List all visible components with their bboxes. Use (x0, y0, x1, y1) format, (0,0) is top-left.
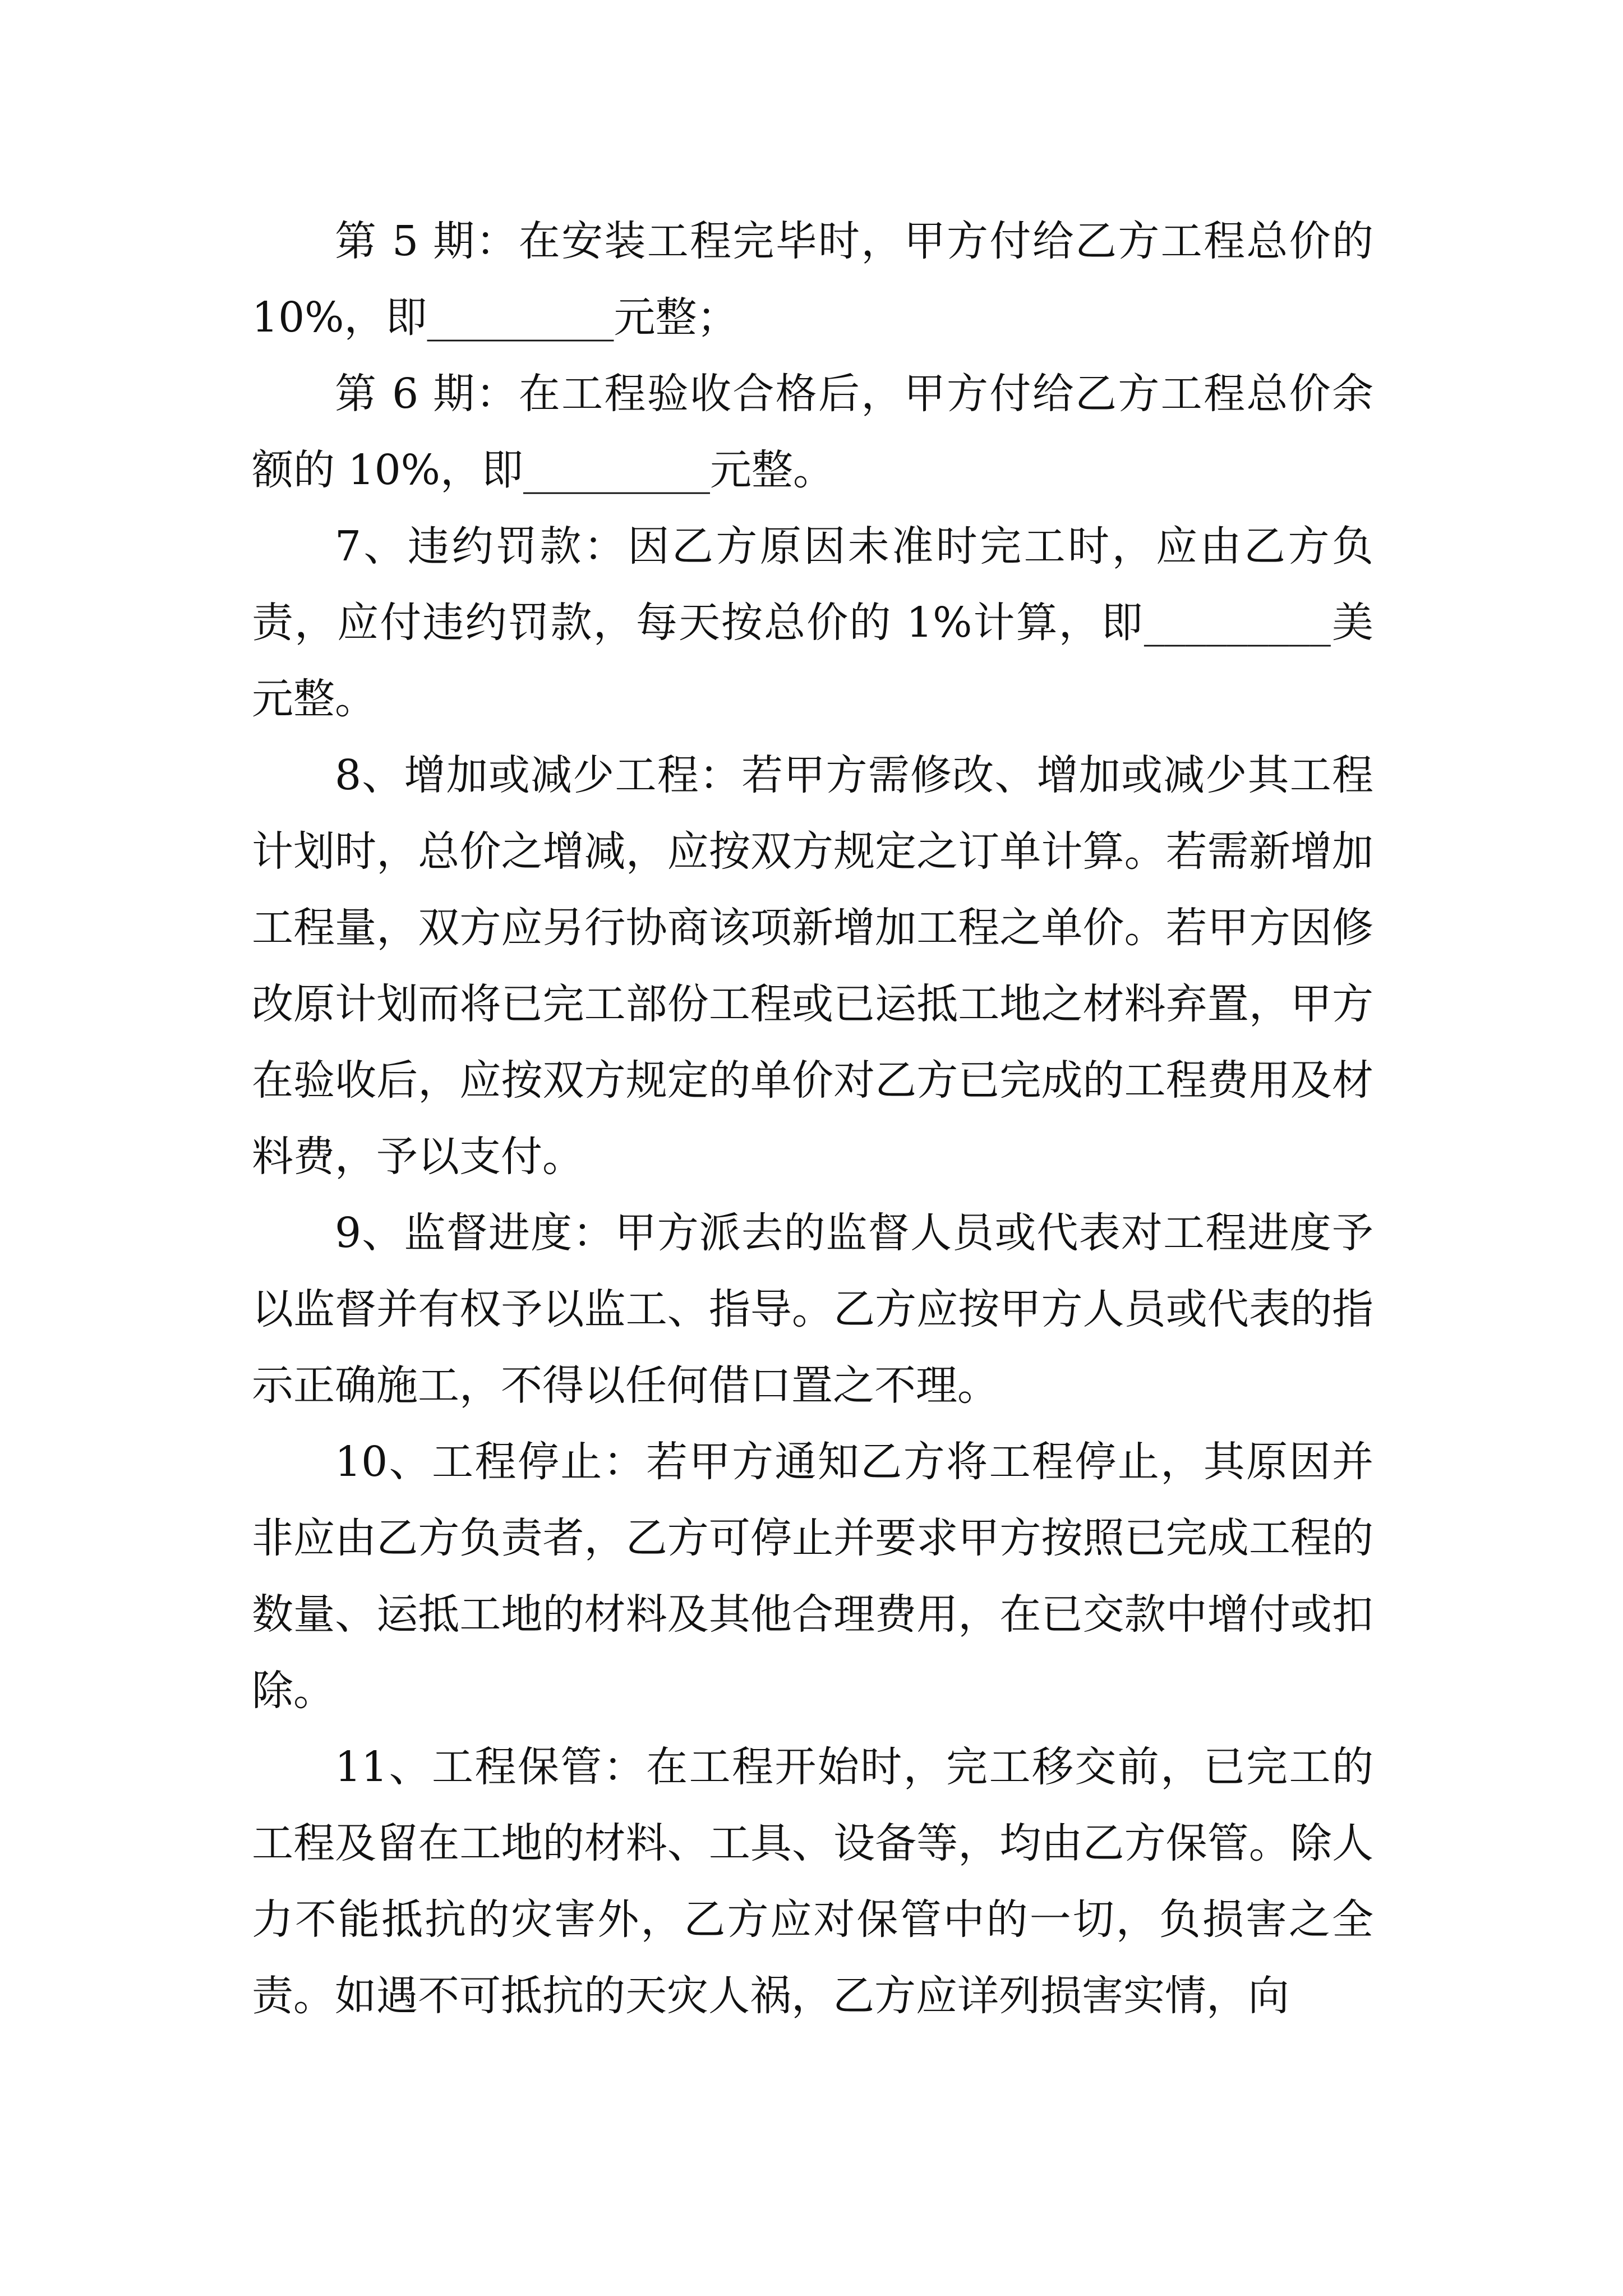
paragraph-penalty-clause: 7、违约罚款：因乙方原因未准时完工时，应由乙方负责，应付违约罚款，每天按总价的 1%计算，即_________美元整。 (252, 522, 1373, 723)
paragraph-supervision-clause: 9、监督进度：甲方派去的监督人员或代表对工程进度予以监督并有权予以监工、指导。乙方应按甲方人员或代表的指示正确施工，不得以任何借口置之不理。 (252, 1209, 1373, 1410)
paragraph-custody-clause: 11、工程保管：在工程开始时，完工移交前，已完工的工程及留在工地的材料、工具、设备等，均由乙方保管。除人力不能抵抗的灾害外，乙方应对保管中的一切，负损害之全责。如遇不可抵抗的天灾人祸，乙方应详列损害实情，向 (252, 1743, 1373, 2020)
paragraph-payment-phase-5: 第 5 期：在安装工程完毕时，甲方付给乙方工程总价的 10%，即_________元整； (252, 217, 1387, 342)
paragraph-payment-phase-6: 第 6 期：在工程验收合格后，甲方付给乙方工程总价余额的 10%，即_________元整。 (252, 370, 1373, 494)
paragraph-change-order-clause: 8、增加或减少工程：若甲方需修改、增加或减少其工程计划时，总价之增减，应按双方规定之订单计算。若需新增加工程量，双方应另行协商该项新增加工程之单价。若甲方因修改原计划而将已完工部份工程或已运抵工地之材料弃置，甲方在验收后，应按双方规定的单价对乙方已完成的工程费用及材料费，予以支付。 (252, 751, 1373, 1181)
paragraph-work-stoppage-clause: 10、工程停止：若甲方通知乙方将工程停止，其原因并非应由乙方负责者，乙方可停止并要求甲方按照已完成工程的数量、运抵工地的材料及其他合理费用，在已交款中增付或扣除。 (252, 1438, 1373, 1715)
document-page (252, 203, 1387, 2034)
